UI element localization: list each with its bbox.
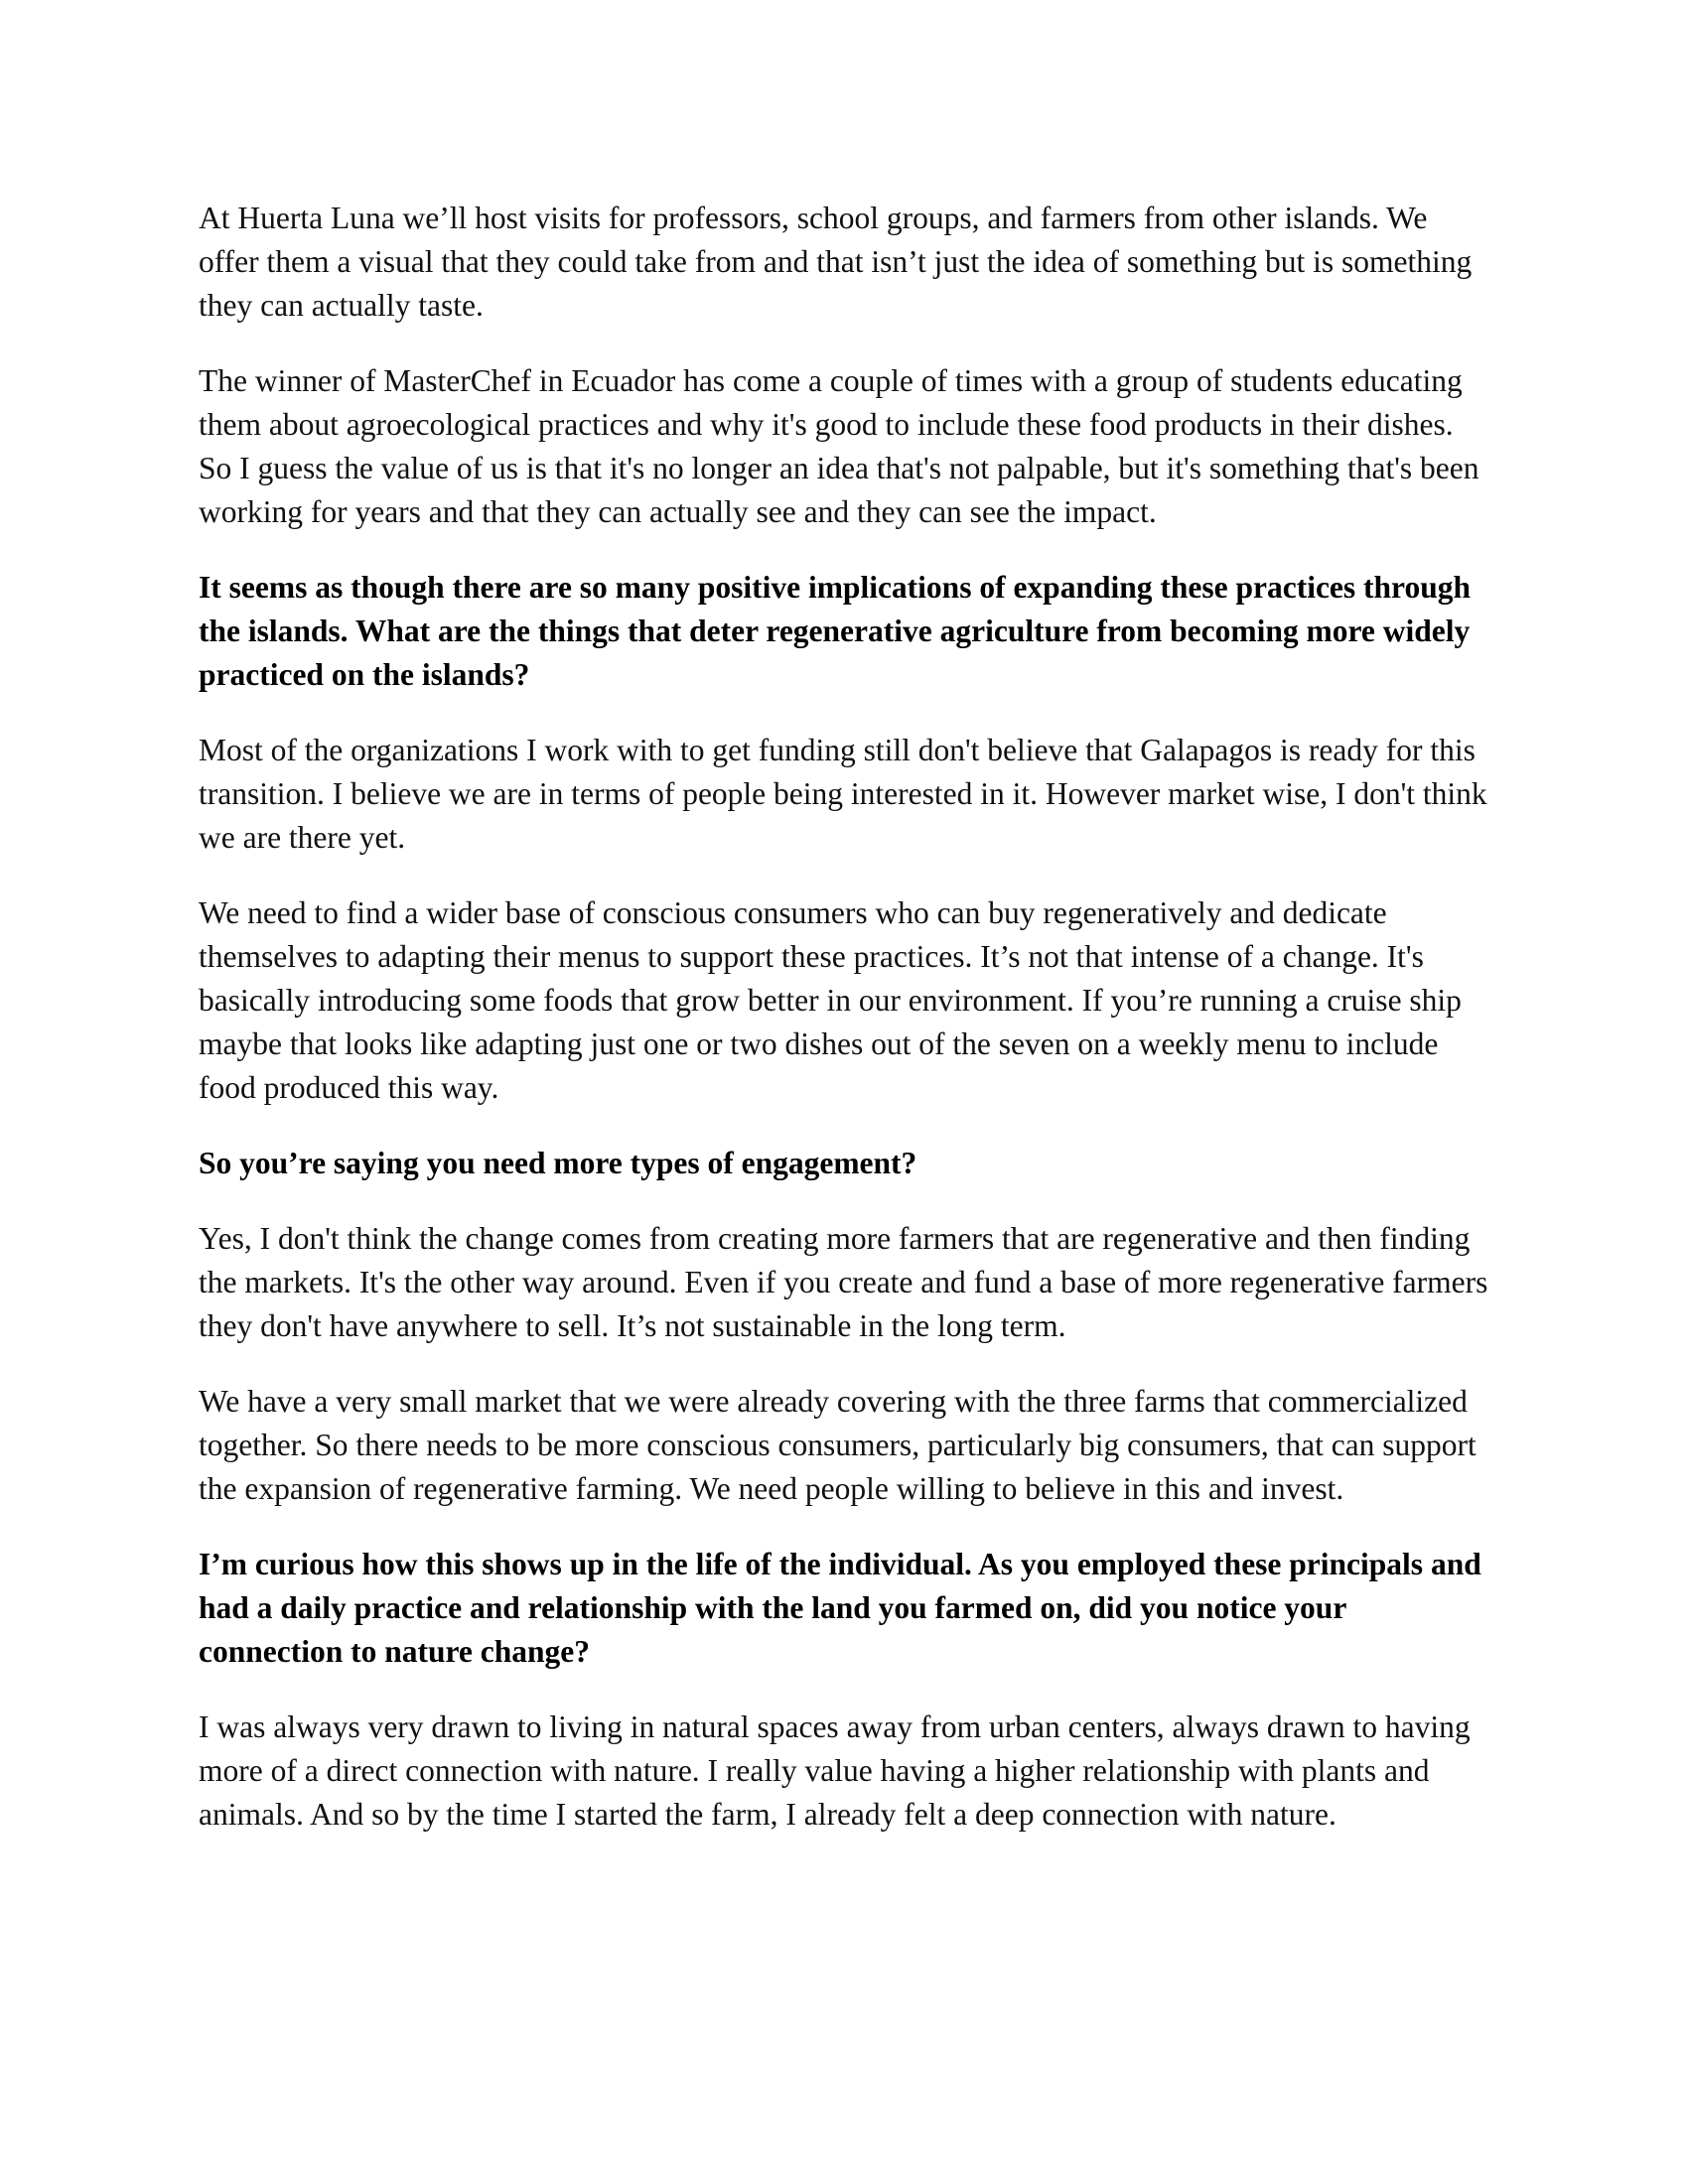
- answer-paragraph: We need to find a wider base of conscious consumers who can buy regeneratively and dedicate themselves to adapting their menus to support these practices. It’s not that intense of a change. It's basically introducing some foods that grow better in our environment. If you’re running a cruise ship maybe that looks like adapting just one or two dishes out of the seven on a weekly menu to include food produced this way.: [199, 895, 1462, 1105]
- answer-paragraph: I was always very drawn to living in natural spaces away from urban centers, always drawn to having more of a direct connection with nature. I really value having a higher relationship with plants and animals. And so by the time I started the farm, I already felt a deep connection with nature.: [199, 1709, 1471, 1832]
- answer-paragraph: At Huerta Luna we’ll host visits for professors, school groups, and farmers from other islands. We offer them a visual that they could take from and that isn’t just the idea of something but is something they can actually taste.: [199, 201, 1473, 323]
- answer-paragraph: The winner of MasterChef in Ecuador has come a couple of times with a group of students educating them about agroecological practices and why it's good to include these food products in their dishes. So I guess the value of us is that it's no longer an idea that's not palpable, but it's something that's been working for years and that they can actually see and they can see the impact.: [199, 363, 1479, 529]
- answer-paragraph: We have a very small market that we were already covering with the three farms that commercialized together. So there needs to be more conscious consumers, particularly big consumers, that can support the expansion of regenerative farming. We need people willing to believe in this and invest.: [199, 1384, 1477, 1506]
- interview-question: I’m curious how this shows up in the life of the individual. As you employed these principals and had a daily practice and relationship with the land you farmed on, did you notice your connection to nature change?: [199, 1547, 1481, 1669]
- answer-paragraph: Most of the organizations I work with to get funding still don't believe that Galapagos is ready for this transition. I believe we are in terms of people being interested in it. However market wise, I don't think we are there yet.: [199, 733, 1487, 855]
- answer-paragraph: Yes, I don't think the change comes from creating more farmers that are regenerative and then finding the markets. It's the other way around. Even if you create and fund a base of more regenerative farmers they don't have anywhere to sell. It’s not sustainable in the long term.: [199, 1221, 1488, 1343]
- interview-question: It seems as though there are so many positive implications of expanding these practices through the islands. What are the things that deter regenerative agriculture from becoming more widely practiced on the islands?: [199, 570, 1472, 692]
- page-body: [199, 197, 1489, 1868]
- interview-question: So you’re saying you need more types of engagement?: [199, 1146, 917, 1180]
